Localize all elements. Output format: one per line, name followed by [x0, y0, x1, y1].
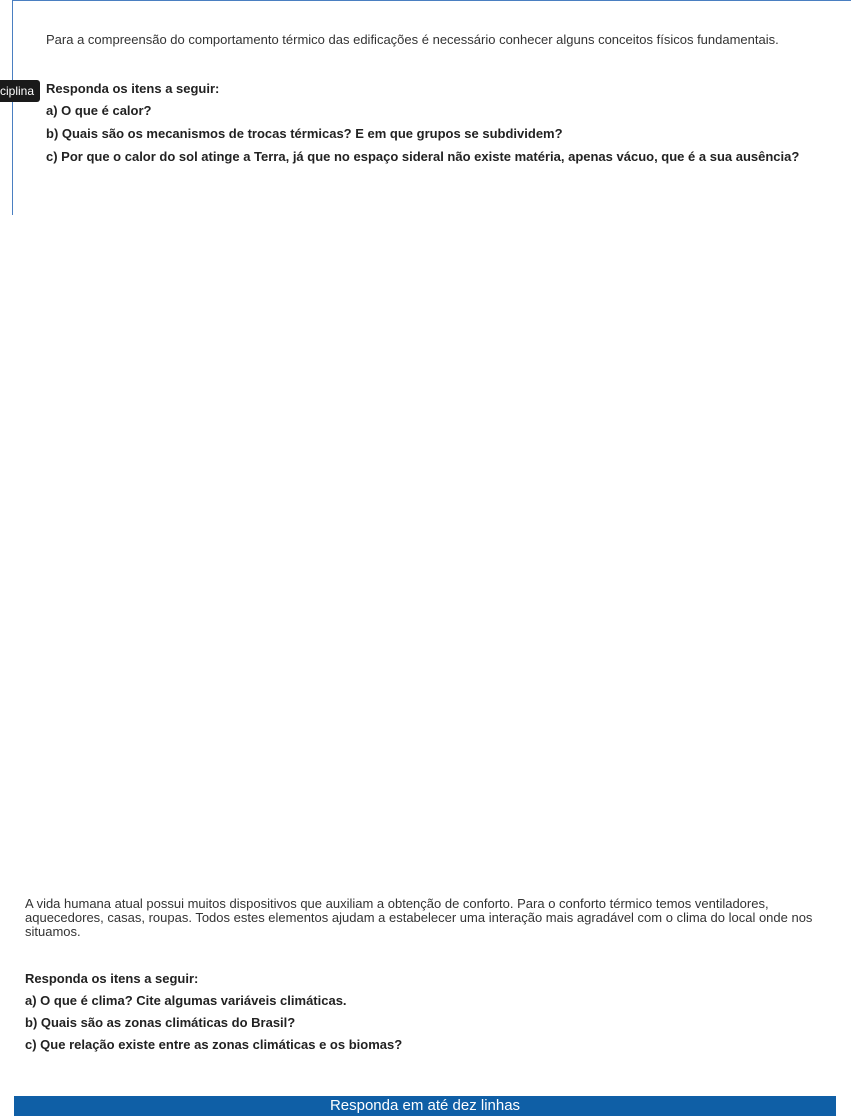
- question-2-intro: A vida humana atual possui muitos dispositivos que auxiliam a obtenção de conforto. Para o conforto térmico temos ventiladores, aquecedores, casas, roupas. Todos estes elementos ajudam a estabelecer uma interação mais agradável com o clima do local onde nos situamos.: [25, 896, 813, 939]
- question-1-heading: Responda os itens a seguir:: [46, 81, 220, 96]
- question-card-2: [25, 897, 825, 1052]
- question-2-heading: Responda os itens a seguir:: [25, 971, 199, 986]
- question-2-item-b: b) Quais são as zonas climáticas do Brasil?: [25, 1015, 296, 1030]
- question-2-item-a: a) O que é clima? Cite algumas variáveis climáticas.: [25, 993, 347, 1008]
- answer-bar-button[interactable]: Responda em até dez linhas: [14, 1096, 836, 1116]
- question-1-item-c: c) Por que o calor do sol atinge a Terra, já que no espaço sideral não existe matéria, apenas vácuo, que é a sua ausência?: [46, 149, 800, 164]
- question-1-item-b: b) Quais são os mecanismos de trocas térmicas? E em que grupos se subdividem?: [46, 126, 563, 141]
- tooltip-tag: ciplina: [0, 80, 40, 102]
- question-2-item-c: c) Que relação existe entre as zonas climáticas e os biomas?: [25, 1037, 403, 1052]
- question-1-content: [46, 33, 806, 164]
- question-1-item-a: a) O que é calor?: [46, 103, 152, 118]
- question-1-intro: Para a compreensão do comportamento térmico das edificações é necessário conhecer alguns conceitos físicos fundamentais.: [46, 32, 779, 47]
- question-card-1: [12, 0, 851, 215]
